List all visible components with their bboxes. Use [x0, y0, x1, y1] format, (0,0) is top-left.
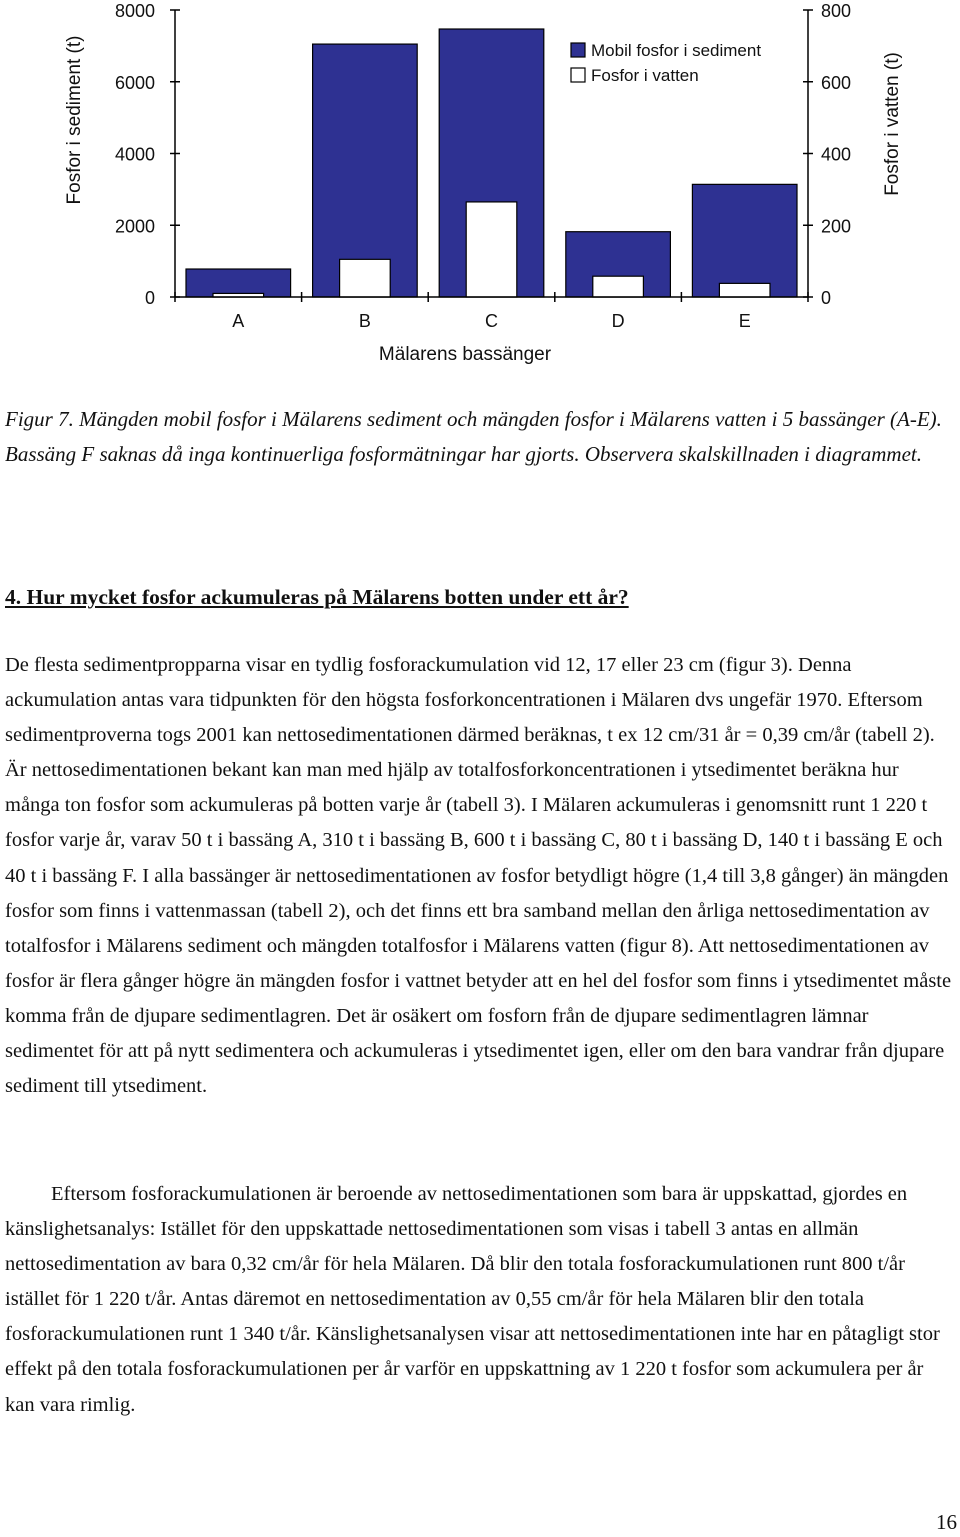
bar-water-B — [340, 259, 391, 297]
page-number: 16 — [936, 1510, 957, 1534]
category-labels — [232, 311, 750, 331]
right-axis-title: Fosfor i vatten (t) — [882, 52, 903, 196]
bar-water-E — [719, 283, 770, 297]
legend-swatch-sediment — [571, 43, 585, 57]
left-tick-label: 4000 — [114, 144, 155, 165]
right-tick-label: 400 — [821, 144, 852, 165]
legend-label-water: Fosfor i vatten — [591, 66, 699, 85]
category-label-E: E — [738, 311, 751, 331]
category-label-B: B — [358, 311, 371, 331]
bar-sediment-E — [692, 184, 797, 297]
bar-sediment-A — [186, 269, 291, 297]
bar-chart — [0, 0, 960, 372]
left-axis-title: Fosfor i sediment (t) — [64, 35, 85, 205]
body-paragraph-2: Eftersom fosforackumulationen är beroende av nettosedimentationen som bara är uppskattad, gjordes en känslighetsanalys: Istället för den uppskattade nettosedimentationen som visas i tabell 3 antas en allmän nettosedimentation av bara 0,32 cm/år för hela Mälaren. Då blir den totala fosforackumulationen runt 800 t/år istället för 1 220 t/år. Antas däremot en nettosedimentation av 0,55 cm/år för hela Mälaren blir den totala fosforackumulationen runt 1 340 t/år. Känslighetsanalysen visar att nettosedimentationen inte har en påtagligt stor effekt på den totala fosforackumulationen per år varför en uppskattning av 1 220 t fosfor som ackumulera per år kan vara rimlig. — [5, 1183, 940, 1416]
right-tick-label: 600 — [821, 72, 852, 93]
right-tick-label: 800 — [821, 1, 852, 21]
water-bars — [213, 202, 770, 297]
left-tick-label: 2000 — [114, 216, 155, 237]
category-label-C: C — [485, 311, 498, 331]
category-label-A: A — [232, 311, 245, 331]
left-tick-labels — [115, 1, 155, 308]
right-tick-label: 0 — [821, 288, 832, 308]
x-axis-title: Mälarens bassänger — [378, 344, 552, 365]
body-paragraph-1: De flesta sedimentpropparna visar en tydlig fosforackumulation vid 12, 17 eller 23 cm (figur 3). Denna ackumulation antas vara tidpunkten för den högsta fosforkoncentrationen i Mälaren dvs ungefär 1970. Eftersom sedimentproverna togs 2001 kan nettosedimentationen därmed beräknas, t ex 12 cm/31 år = 0,39 cm/år (tabell 2). Är nettosedimentationen bekant kan man med hjälp av totalfosforkoncentrationen i ytsedimentet beräkna hur många ton fosfor som ackumuleras på botten varje år (tabell 3). I Mälaren ackumuleras i genomsnitt runt 1 220 t fosfor varje år, varav 50 t i bassäng A, 310 t i bassäng B, 600 t i bassäng C, 80 t i bassäng D, 140 t i bassäng E och 40 t i bassäng F. I alla bassänger är nettosedimentationen av fosfor betydligt högre (1,4 till 3,8 gånger) än mängden fosfor som finns i vattenmassan (tabell 2), och det finns ett bra samband mellan den årliga nettosedimentation av totalfosfor i Mälarens sediment och mängden totalfosfor i Mälarens vatten (figur 8). Att nettosedimentationen av fosfor är flera gånger högre än mängden fosfor i vattnet betyder att en hel del fosfor som finns i ytsedimentet måste komma från de djupare sedimentlagren. Det är osäkert om fosforn från de djupare sedimentlagren lämnar sedimentet för att på nytt sedimentera och ackumuleras i ytsedimentet igen, eller om den bara vandrar från djupare sediment till ytsediment. — [5, 654, 952, 1098]
legend-swatch-water — [571, 68, 585, 82]
left-tick-label: 0 — [144, 288, 155, 308]
legend-label-sediment: Mobil fosfor i sediment — [591, 41, 762, 60]
bar-water-C — [466, 202, 517, 297]
right-tick-labels — [821, 1, 851, 308]
left-tick-label: 6000 — [114, 72, 155, 93]
right-tick-label: 200 — [821, 216, 852, 237]
left-tick-label: 8000 — [114, 1, 155, 21]
section-heading: 4. Hur mycket fosfor ackumuleras på Mälarens botten under ett år? — [5, 585, 629, 609]
category-label-D: D — [611, 311, 625, 331]
bar-water-D — [593, 276, 644, 297]
legend — [571, 41, 761, 85]
figure-caption: Figur 7. Mängden mobil fosfor i Mälarens sediment och mängden fosfor i Mälarens vatten i 5 bassänger (A-E). Bassäng F saknas då inga kontinuerliga fosformätningar har gjorts. Observera skalskillnaden i diagrammet. — [5, 407, 942, 466]
